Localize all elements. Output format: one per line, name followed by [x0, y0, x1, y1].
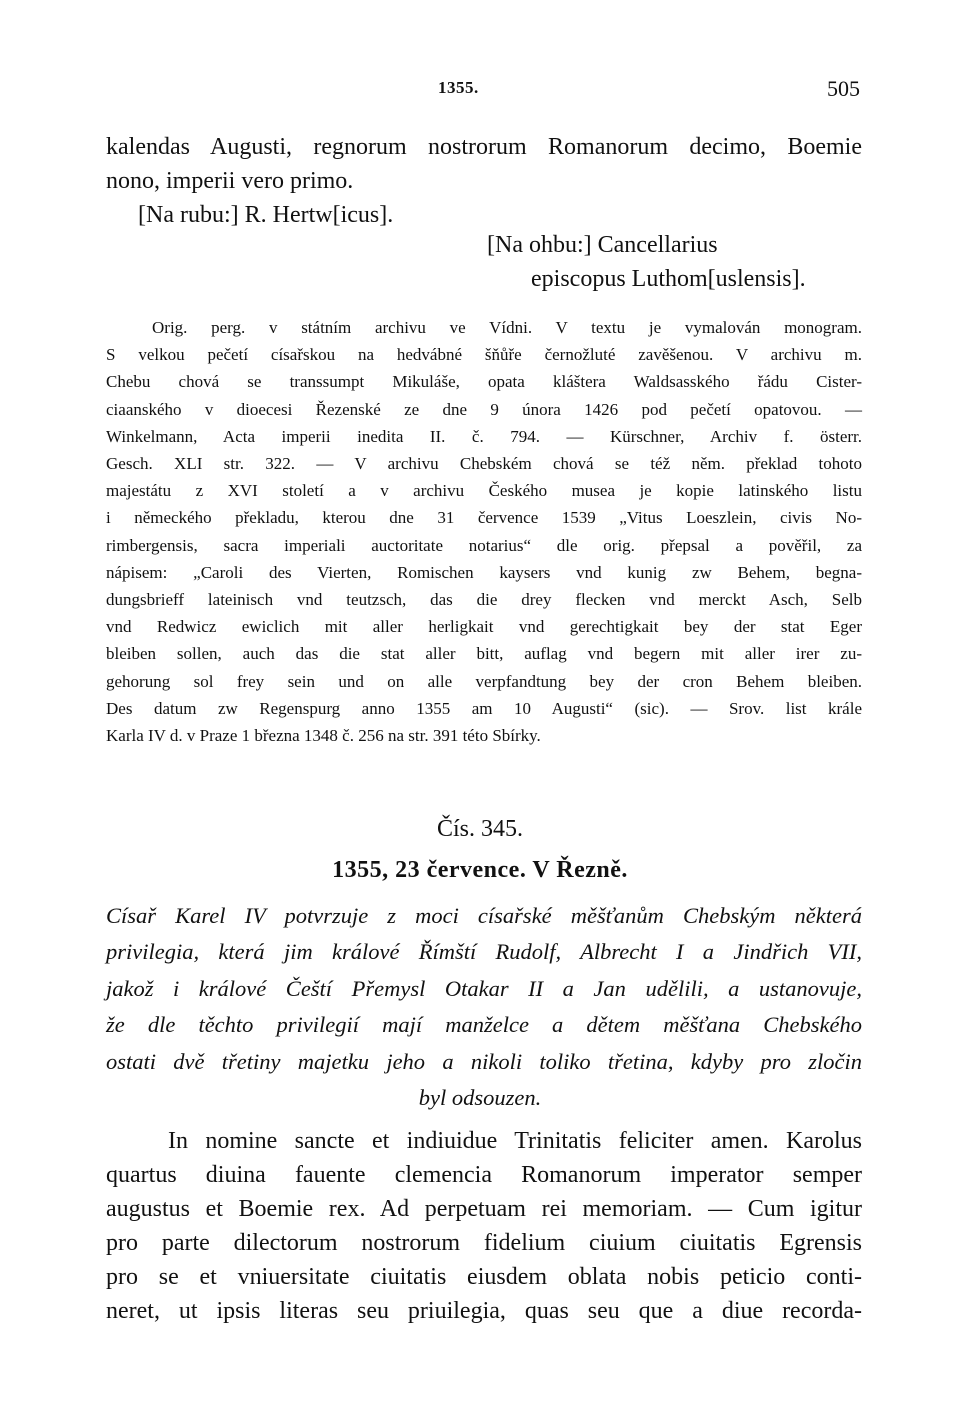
- regest-summary: [106, 898, 862, 1080]
- note-line: nápisem: „Caroli des Vierten, Romischen kaysers vnd kunig zw Behem, begna-: [106, 562, 862, 582]
- body-line: neret, ut ipsis literas seu priuilegia, quas seu que a diue recorda-: [106, 1298, 862, 1324]
- note-line: Winkelmann, Acta imperii inedita II. č. 794. — Kürschner, Archiv f. österr.: [106, 426, 862, 446]
- continued-text: [106, 130, 862, 198]
- body-line: augustus et Boemie rex. Ad perpetuam rei memoriam. — Cum igitur: [106, 1196, 862, 1222]
- note-line: Orig. perg. v státním archivu ve Vídni. V textu je vymalován monogram.: [152, 318, 862, 337]
- body-line: In nomine sancte et indiuidue Trinitatis feliciter amen. Karolus: [168, 1128, 862, 1154]
- summary-line: ostati dvě třetiny majetku jeho a nikoli toliko třetina, kdyby pro zločin: [106, 1048, 862, 1074]
- signature-rubu: [Na rubu:] R. Hertw[icus].: [138, 202, 394, 228]
- summary-line: že dle těchto privilegií mají manželce a dětem měšťana Chebského: [106, 1012, 862, 1038]
- note-line: gehorung sol frey sein und on alle verpfandtung bey der cron Behem bleiben.: [106, 671, 862, 691]
- note-line: Gesch. XLI str. 322. — V archivu Chebském chová se též něm. překlad tohoto: [106, 454, 862, 474]
- note-line: majestátu z XVI století a v archivu Českého musea je kopie latinského listu: [106, 481, 862, 501]
- note-line: S velkou pečetí císařskou na hedvábné šňůře černožluté zavěšenou. V archivu m.: [106, 345, 862, 365]
- body-line: pro parte dilectorum nostrorum fidelium ciuium ciuitatis Egrensis: [106, 1230, 862, 1256]
- charter-body: [106, 1124, 862, 1328]
- note-line: ciaanského v dioecesi Řezenské ze dne 9 února 1426 pod pečetí opatovou. —: [106, 399, 862, 419]
- note-line: Des datum zw Regenspurg anno 1355 am 10 Augusti“ (sic). — Srov. list krále: [106, 698, 862, 718]
- text-line: nono, imperii vero primo.: [106, 168, 354, 194]
- document-number: Čís. 345.: [436, 816, 523, 842]
- document-heading: 1355, 23 července. V Řezně.: [332, 857, 628, 883]
- page-number: 505: [827, 76, 860, 101]
- signature-ohbu-line2: episcopus Luthom[uslensis].: [531, 266, 806, 292]
- note-line: rimbergensis, sacra imperiali auctoritate notarius“ dle orig. přepsal a pověřil, za: [106, 535, 862, 555]
- note-line: vnd Redwicz ewiclich mit aller herligkait vnd gerechtigkait bey der stat Eger: [106, 617, 862, 637]
- text-line: kalendas Augusti, regnorum nostrorum Romanorum decimo, Boemie: [106, 134, 862, 160]
- running-head-year: 1355.: [438, 78, 479, 97]
- note-line: i německého překladu, kterou dne 31 července 1539 „Vitus Loeszlein, civis No-: [106, 508, 862, 528]
- note-line: Chebu chová se transsumpt Mikuláše, opata kláštera Waldsasského řádu Cister-: [106, 372, 862, 392]
- summary-line: Císař Karel IV potvrzuje z moci císařské měšťanům Chebským některá: [106, 903, 862, 928]
- signature-ohbu-line1: [Na ohbu:] Cancellarius: [487, 232, 718, 258]
- body-line: quartus diuina fauente clemencia Romanorum imperator semper: [106, 1162, 862, 1188]
- note-line: dungsbrieff lateinisch vnd teutzsch, das die drey flecken vnd merckt Asch, Selb: [106, 590, 862, 610]
- summary-line: jakož i králové Čeští Přemysl Otakar II a Jan udělili, a ustanovuje,: [106, 975, 862, 1001]
- editorial-notes: [106, 314, 862, 749]
- summary-last-line: byl odsouzen.: [418, 1085, 542, 1110]
- note-line: bleiben sollen, auch das die stat aller bitt, auflag vnd begern mit aller irer zu-: [106, 644, 862, 664]
- note-line: Karla IV d. v Praze 1 března 1348 č. 256 na str. 391 této Sbírky.: [106, 726, 541, 746]
- body-line: pro se et vniuersitate ciuitatis eiusdem oblata nobis peticio conti-: [106, 1264, 862, 1290]
- running-header: [0, 78, 960, 104]
- summary-line: privilegia, která jim králové Římští Rudolf, Albrecht I a Jindřich VII,: [106, 939, 862, 965]
